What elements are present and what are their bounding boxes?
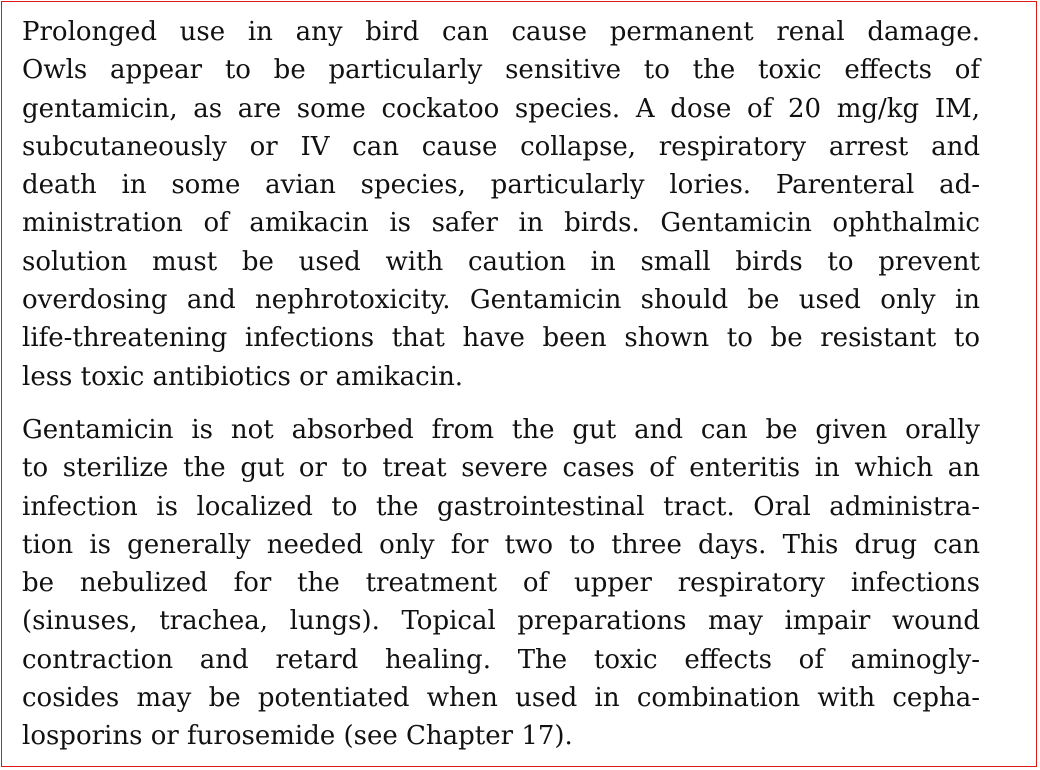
text-line: death in some avian species, particularly lories. Parenteral ad- — [22, 170, 980, 201]
paragraph-2 — [22, 411, 980, 756]
text-line: subcutaneously or IV can cause collapse, respiratory arrest and — [22, 131, 980, 162]
text-line: (sinuses, trachea, lungs). Topical preparations may impair wound — [22, 606, 980, 637]
document-frame — [1, 1, 1037, 767]
text-line: Prolonged use in any bird can cause permanent renal damage. — [22, 17, 980, 47]
text-line: Owls appear to be particularly sensitive to the toxic effects of — [22, 55, 980, 86]
text-line: solution must be used with caution in small birds to prevent — [22, 246, 980, 277]
text-line: overdosing and nephrotoxicity. Gentamicin should be used only in — [22, 285, 980, 316]
text-line: cosides may be potentiated when used in combination with cepha- — [22, 683, 980, 714]
text-line: tion is generally needed only for two to three days. This drug can — [22, 529, 980, 560]
text-line: less toxic antibiotics or amikacin. — [22, 361, 464, 392]
paragraph-1 — [22, 13, 980, 396]
text-line: gentamicin, as are some cockatoo species. A dose of 20 mg/kg IM, — [22, 93, 980, 124]
text-line: ministration of amikacin is safer in birds. Gentamicin ophthalmic — [22, 208, 980, 239]
document-body — [22, 13, 980, 756]
text-line: contraction and retard healing. The toxic effects of aminogly- — [22, 644, 980, 675]
text-line: Gentamicin is not absorbed from the gut and can be given orally — [22, 414, 980, 445]
text-line: be nebulized for the treatment of upper respiratory infections — [22, 568, 980, 599]
text-line: life-threatening infections that have been shown to be resistant to — [22, 323, 980, 354]
text-line: to sterilize the gut or to treat severe cases of enteritis in which an — [22, 453, 980, 484]
text-line: losporins or furosemide (see Chapter 17). — [22, 721, 573, 752]
text-line: infection is localized to the gastrointestinal tract. Oral administra- — [22, 491, 980, 522]
